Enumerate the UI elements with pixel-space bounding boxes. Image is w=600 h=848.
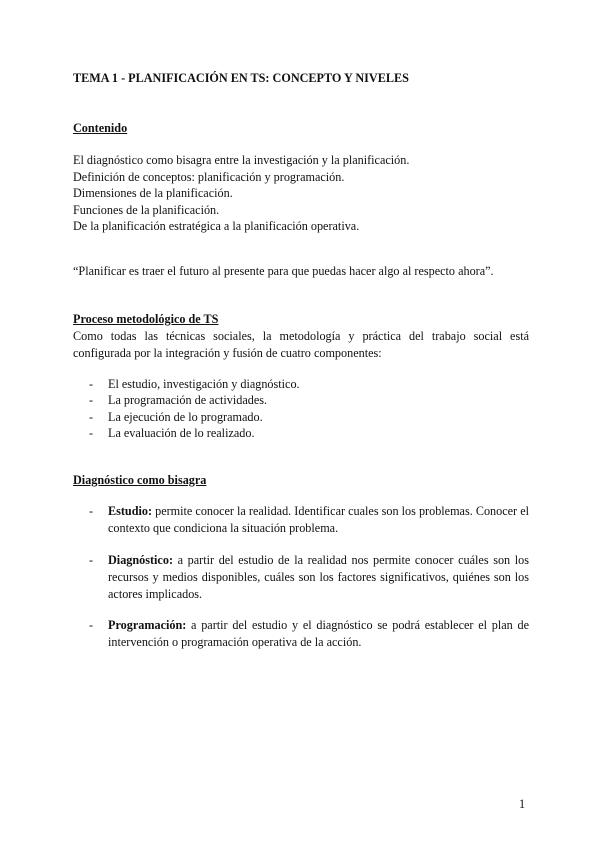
proceso-heading: Proceso metodológico de TS (73, 312, 219, 326)
list-item: - La evaluación de lo realizado. (89, 425, 300, 441)
contenido-list (73, 152, 409, 235)
list-item: El diagnóstico como bisagra entre la investigación y la planificación. (73, 153, 410, 167)
document-title: TEMA 1 - PLANIFICACIÓN EN TS: CONCEPTO Y NIVELES (73, 71, 409, 85)
list-item: Funciones de la planificación. (73, 202, 220, 217)
text-programacion: a partir del estudio y el diagnóstico se podrá establecer el plan de intervención o programación operativa de la acción. (108, 618, 529, 649)
list-item: Dimensiones de la planificación. (73, 186, 233, 201)
term-estudio: Estudio: (108, 504, 153, 518)
diagnostico-item-programacion: - Programación: a partir del estudio y el diagnóstico se podrá establecer el plan de intervención o programación operativa de la acción. (89, 618, 529, 649)
list-item: - La ejecución de lo programado. (89, 409, 300, 425)
list-item: - La programación de actividades. (89, 392, 300, 408)
list-item: De la planificación estratégica a la planificación operativa. (73, 219, 360, 234)
page-number: 1 (519, 797, 526, 811)
list-item: Definición de conceptos: planificación y programación. (73, 169, 345, 184)
proceso-list (89, 376, 300, 442)
text-estudio: permite conocer la realidad. Identificar cuales son los problemas. Conocer el contexto que condiciona la situación problema. (108, 504, 529, 535)
term-programacion: Programación: (108, 618, 187, 632)
text-diagnostico: a partir del estudio de la realidad nos permite conocer cuáles son los recursos y medios disponibles, cuáles son los factores significativos, quiénes son los actores implicados. (108, 553, 529, 601)
diagnostico-item-estudio: - Estudio: permite conocer la realidad. Identificar cuales son los problemas. Conocer el contexto que condiciona la situación problema. (89, 504, 529, 535)
diagnostico-item-diagnostico: - Diagnóstico: a partir del estudio de la realidad nos permite conocer cuáles son los recursos y medios disponibles, cuáles son los factores significativos, quiénes son los actores implicados. (89, 553, 529, 601)
proceso-paragraph: Como todas las técnicas sociales, la metodología y práctica del trabajo social está configurada por la integración y fusión de cuatro componentes: (73, 329, 529, 360)
term-diagnostico: Diagnóstico: (108, 553, 173, 567)
list-item: - El estudio, investigación y diagnóstico. (89, 376, 300, 392)
diagnostico-heading: Diagnóstico como bisagra (73, 473, 207, 487)
quote: “Planificar es traer el futuro al presente para que puedas hacer algo al respecto ahora”. (73, 264, 494, 278)
contenido-heading: Contenido (73, 121, 128, 135)
